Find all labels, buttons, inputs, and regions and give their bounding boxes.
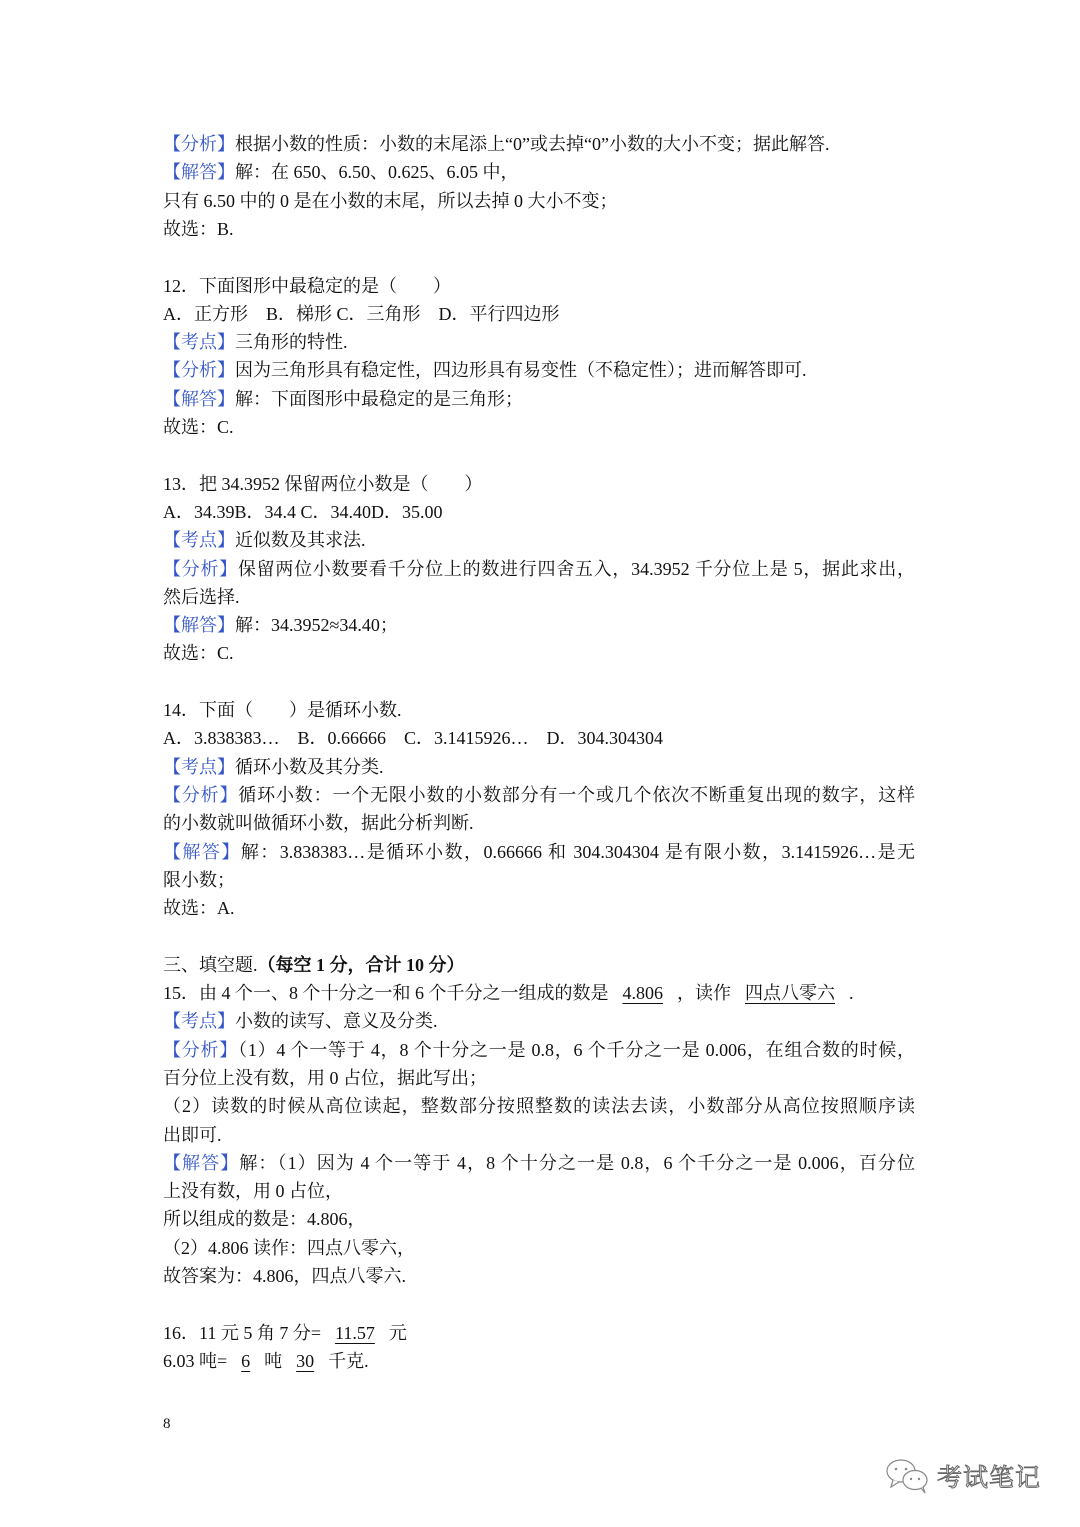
blank-line xyxy=(163,668,915,696)
text-line xyxy=(163,300,915,328)
text-segment: 14．下面（ ）是循环小数. xyxy=(163,700,402,720)
text-segment: 三、填空题. xyxy=(163,954,258,975)
text-line xyxy=(163,838,915,866)
text-segment: 只有 6.50 中的 0 是在小数的末尾，所以去掉 0 大小不变； xyxy=(163,190,618,211)
blank-line xyxy=(163,243,915,271)
text-line xyxy=(163,555,915,583)
text-line xyxy=(163,1177,915,1205)
text-segment: 元 xyxy=(388,1322,407,1343)
text-segment: 限小数； xyxy=(163,869,235,890)
text-segment: 16．11 元 5 角 7 分= xyxy=(163,1322,321,1343)
text-line xyxy=(163,356,915,384)
text-segment: 故答案为：4.806，四点八零六. xyxy=(163,1266,406,1286)
blank-line xyxy=(163,922,915,950)
text-line xyxy=(163,1121,915,1149)
text-line xyxy=(163,413,915,441)
text-line xyxy=(163,526,915,554)
text-line xyxy=(163,1007,915,1035)
text-segment: 所以组成的数是：4.806， xyxy=(163,1209,366,1230)
section-tag: 【考点】 xyxy=(163,530,235,551)
answer-blank: 30 xyxy=(296,1350,315,1371)
text-segment: （1）4 个一等于 4，8 个十分之一是 0.8，6 个千分之一是 0.006，在组合数的时候， xyxy=(238,1039,916,1060)
text-segment: 因为三角形具有稳定性，四边形具有易变性（不稳定性）；进而解答即可. xyxy=(235,360,807,381)
text-segment: 循环小数及其分类. xyxy=(235,756,384,777)
section-tag: 【分析】 xyxy=(163,784,239,805)
text-line xyxy=(163,1036,915,1064)
section-tag: 【解答】 xyxy=(163,615,235,636)
text-line xyxy=(163,187,915,215)
text-segment: 根据小数的性质：小数的末尾添上“0”或去掉“0”小数的大小不变；据此解答. xyxy=(235,134,830,154)
text-line xyxy=(163,1319,915,1347)
text-line xyxy=(163,215,915,243)
section-tag: 【解答】 xyxy=(163,1152,240,1173)
text-segment: 解：下面图形中最稳定的是三角形； xyxy=(235,388,523,409)
text-segment: 15．由 4 个一、8 个十分之一和 6 个千分之一组成的数是 xyxy=(163,983,609,1003)
watermark xyxy=(885,1458,1041,1494)
text-line xyxy=(163,724,915,752)
text-segment: ，读作 xyxy=(677,983,731,1003)
text-segment: 循环小数：一个无限小数的小数部分有一个或几个依次不断重复出现的数字，这样 xyxy=(238,784,916,805)
page-number: 8 xyxy=(163,1416,171,1432)
text-segment: 故选：B. xyxy=(163,218,234,239)
text-line xyxy=(163,1092,915,1120)
text-segment: 解：34.3952≈34.40； xyxy=(235,615,398,636)
text-line xyxy=(163,385,915,413)
text-line xyxy=(163,272,915,300)
text-line xyxy=(163,130,915,158)
text-segment: （2）4.806 读作：四点八零六， xyxy=(163,1237,415,1258)
text-line xyxy=(163,809,915,837)
text-segment: 12．下面图形中最稳定的是（ ） xyxy=(163,275,451,296)
text-line xyxy=(163,583,915,611)
text-segment: 故选：C. xyxy=(163,417,234,437)
answer-blank: 11.57 xyxy=(334,1322,375,1343)
text-line xyxy=(163,639,915,667)
text-segment: 6.03 吨= xyxy=(163,1350,228,1371)
text-segment: 出即可. xyxy=(163,1124,222,1145)
blank-line xyxy=(163,1290,915,1318)
text-line xyxy=(163,951,915,979)
text-segment: 解：（1）因为 4 个一等于 4，8 个十分之一是 0.8，6 个千分之一是 0.006，百分位 xyxy=(239,1152,916,1173)
text-segment: A．正方形 B．梯形 C．三角形 D．平行四边形 xyxy=(163,303,560,324)
section-tag: 【分析】 xyxy=(163,1039,239,1060)
blank-line xyxy=(163,441,915,469)
text-segment: 三角形的特性. xyxy=(235,332,348,353)
text-segment: 百分位上没有数，用 0 占位，据此写出； xyxy=(163,1067,487,1088)
text-line xyxy=(163,1149,915,1177)
section-tag: 【解答】 xyxy=(163,841,241,862)
text-line xyxy=(163,1064,915,1092)
text-line xyxy=(163,611,915,639)
text-segment: 近似数及其求法. xyxy=(235,530,366,551)
text-segment: 然后选择. xyxy=(163,586,240,607)
text-segment: A．34.39B．34.4 C．34.40D．35.00 xyxy=(163,501,443,522)
text-line xyxy=(163,866,915,894)
section-tag: 【解答】 xyxy=(163,388,235,409)
text-segment: 13．把 34.3952 保留两位小数是（ ） xyxy=(163,473,483,494)
text-segment: （2）读数的时候从高位读起，整数部分按照整数的读法去读，小数部分从高位按照顺序读 xyxy=(163,1096,915,1117)
answer-blank: 6 xyxy=(241,1350,251,1371)
text-segment: 解：3.838383…是循环小数，0.66666 和 304.304304 是有限小数，3.1415926…是无 xyxy=(240,841,916,862)
text-line xyxy=(163,979,915,1007)
text-line xyxy=(163,1347,915,1375)
text-line xyxy=(163,781,915,809)
text-segment: 千克. xyxy=(328,1350,369,1371)
text-segment: 的小数就叫做循环小数，据此分析判断. xyxy=(163,813,474,834)
answer-blank: 四点八零六 xyxy=(745,983,835,1003)
text-line xyxy=(163,894,915,922)
section-tag: 【解答】 xyxy=(163,162,235,183)
text-line xyxy=(163,1262,915,1290)
section-tag: 【考点】 xyxy=(163,1011,235,1032)
section-tag: 【考点】 xyxy=(163,332,235,353)
section-tag: 【分析】 xyxy=(163,558,238,579)
watermark-text: 考试笔记 xyxy=(937,1463,1042,1492)
text-line xyxy=(163,753,915,781)
text-segment: 上没有数，用 0 占位， xyxy=(163,1181,343,1202)
text-segment: A．3.838383… B．0.66666 C．3.1415926… D．304.304304 xyxy=(163,728,664,749)
text-segment: 保留两位小数要看千分位上的数进行四舍五入，34.3952 千分位上是 5，据此求出， xyxy=(237,558,916,579)
text-segment: 解：在 650、6.50、0.625、6.05 中， xyxy=(235,162,519,183)
section-tag: 【考点】 xyxy=(163,756,235,777)
text-line xyxy=(163,470,915,498)
text-line xyxy=(163,498,915,526)
text-line xyxy=(163,696,915,724)
text-segment: 故选：A. xyxy=(163,898,235,919)
text-segment: 小数的读写、意义及分类. xyxy=(235,1011,438,1032)
text-segment: . xyxy=(849,983,854,1003)
text-line xyxy=(163,158,915,186)
text-line xyxy=(163,1205,915,1233)
answer-blank: 4.806 xyxy=(622,983,663,1003)
text-segment: （每空 1 分，合计 10 分） xyxy=(257,954,465,975)
text-segment: 吨 xyxy=(264,1350,283,1371)
section-tag: 【分析】 xyxy=(163,134,235,154)
text-line xyxy=(163,1234,915,1262)
text-line xyxy=(163,328,915,356)
text-segment: 故选：C. xyxy=(163,643,234,664)
wechat-icon xyxy=(885,1458,931,1494)
section-tag: 【分析】 xyxy=(163,360,235,381)
